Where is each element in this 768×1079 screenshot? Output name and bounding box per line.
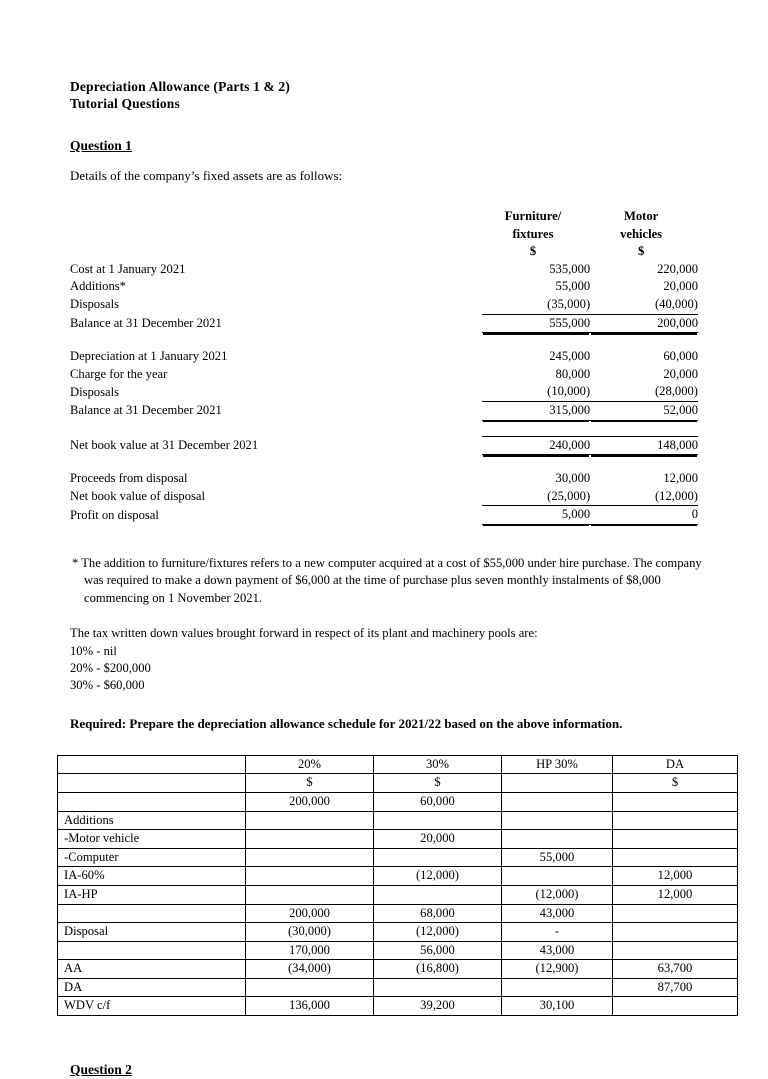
cell-da: 12,000	[613, 867, 738, 886]
table-row	[58, 792, 738, 811]
cell-pool-hp30: (12,000)	[502, 885, 613, 904]
schedule-column-header-row-2	[70, 226, 698, 244]
row-value-motor: 60,000	[663, 349, 698, 364]
row-label: Disposals	[70, 384, 119, 399]
question-2-heading: Question 2	[70, 1062, 132, 1078]
table-row	[58, 923, 738, 942]
row-label	[58, 792, 246, 811]
table-row	[58, 848, 738, 867]
row-label: Cost at 1 January 2021	[70, 261, 186, 276]
cell-pool-30: 56,000	[374, 941, 502, 960]
row-value-furniture: 55,000	[555, 279, 591, 294]
cell-pool-30: 39,200	[374, 997, 502, 1016]
col-header-motor-line2: vehicles	[620, 226, 663, 241]
cell-pool-hp30	[502, 811, 613, 830]
currency-pool-20: $	[246, 774, 374, 793]
header-blank	[58, 755, 246, 774]
depreciation-allowance-table-wrapper	[57, 755, 698, 1016]
cell-pool-30: (12,000)	[374, 923, 502, 942]
cell-pool-hp30: 43,000	[502, 941, 613, 960]
row-value-motor: 220,000	[657, 261, 698, 276]
row-label: WDV c/f	[58, 997, 246, 1016]
cell-pool-30	[374, 811, 502, 830]
question-1-section	[70, 112, 698, 184]
row-value-motor: 200,000	[590, 314, 698, 333]
schedule-row	[70, 278, 698, 296]
cell-da	[613, 941, 738, 960]
row-label: Additions	[58, 811, 246, 830]
schedule-row	[70, 383, 698, 401]
table-row	[58, 830, 738, 849]
row-value-motor: 20,000	[663, 279, 698, 294]
row-label: IA-HP	[58, 885, 246, 904]
cell-da	[613, 848, 738, 867]
row-value-furniture: (10,000)	[482, 383, 590, 401]
currency-symbol-motor: $	[637, 244, 645, 259]
schedule-row	[70, 314, 698, 333]
row-value-furniture: 30,000	[555, 471, 591, 486]
row-value-motor: (40,000)	[590, 296, 698, 314]
schedule-spacer	[70, 455, 698, 471]
document-title	[70, 78, 698, 112]
cell-pool-30: (16,800)	[374, 960, 502, 979]
row-label: IA-60%	[58, 867, 246, 886]
row-label: Balance at 31 December 2021	[70, 316, 222, 331]
row-value-motor: 52,000	[590, 401, 698, 420]
cell-pool-hp30	[502, 978, 613, 997]
row-value-motor: 12,000	[663, 471, 698, 486]
cell-pool-hp30: 30,100	[502, 997, 613, 1016]
cell-pool-30: 20,000	[374, 830, 502, 849]
schedule-row	[70, 366, 698, 384]
schedule-currency-row	[70, 243, 698, 261]
row-value-furniture: 80,000	[555, 366, 591, 381]
table-row	[58, 941, 738, 960]
schedule-row	[70, 436, 698, 455]
cell-pool-20	[246, 867, 374, 886]
row-value-motor: (12,000)	[590, 488, 698, 506]
header-pool-hp30: HP 30%	[502, 755, 613, 774]
pool-line-10: 10% - nil	[70, 643, 117, 658]
col-header-furniture-line2: fixtures	[512, 226, 554, 241]
col-header-motor-line1: Motor	[623, 209, 659, 223]
cell-da	[613, 997, 738, 1016]
table-row	[58, 811, 738, 830]
row-label: Balance at 31 December 2021	[70, 403, 222, 418]
currency-symbol-furniture: $	[529, 244, 537, 259]
row-value-furniture: (25,000)	[482, 488, 590, 506]
question-2-section	[70, 1016, 698, 1079]
cell-pool-hp30	[502, 867, 613, 886]
cell-pool-20: (30,000)	[246, 923, 374, 942]
row-value-motor: 148,000	[590, 436, 698, 455]
col-header-furniture-line1: Furniture/	[504, 209, 562, 223]
depreciation-allowance-table	[57, 755, 738, 1016]
row-value-furniture: 240,000	[482, 436, 590, 455]
currency-blank	[58, 774, 246, 793]
cell-pool-20: 170,000	[246, 941, 374, 960]
schedule-column-header-row-1	[70, 208, 698, 226]
cell-pool-30	[374, 885, 502, 904]
header-da: DA	[613, 755, 738, 774]
cell-da: 12,000	[613, 885, 738, 904]
row-label: Net book value at 31 December 2021	[70, 438, 259, 453]
row-value-motor: 0	[590, 506, 698, 525]
cell-pool-30: (12,000)	[374, 867, 502, 886]
row-value-motor: (28,000)	[590, 383, 698, 401]
cell-pool-20	[246, 848, 374, 867]
table-row	[58, 867, 738, 886]
header-pool-20: 20%	[246, 755, 374, 774]
schedule-row	[70, 401, 698, 420]
cell-pool-hp30	[502, 830, 613, 849]
cell-pool-20: 200,000	[246, 792, 374, 811]
row-label: Proceeds from disposal	[70, 471, 188, 486]
cell-da: 63,700	[613, 960, 738, 979]
row-value-furniture: 245,000	[549, 349, 591, 364]
table-row	[58, 904, 738, 923]
cell-pool-30	[374, 848, 502, 867]
table-row	[58, 885, 738, 904]
row-value-furniture: 315,000	[482, 401, 590, 420]
cell-pool-20	[246, 811, 374, 830]
question-1-heading: Question 1	[70, 138, 132, 153]
row-label: Profit on disposal	[70, 507, 159, 522]
schedule-spacer	[70, 420, 698, 436]
cell-da	[613, 923, 738, 942]
pool-line-30: 30% - $60,000	[70, 678, 145, 693]
pool-notes-intro: The tax written down values brought forward in respect of its plant and machinery pools are:	[70, 626, 538, 641]
question-1-intro: Details of the company’s fixed assets are as follows:	[70, 168, 343, 183]
row-label: Net book value of disposal	[70, 489, 206, 504]
row-label: Depreciation at 1 January 2021	[70, 349, 228, 364]
currency-da: $	[613, 774, 738, 793]
cell-pool-20: (34,000)	[246, 960, 374, 979]
title-line-1: Depreciation Allowance (Parts 1 & 2)	[70, 79, 290, 94]
row-label: Additions*	[70, 279, 126, 294]
row-label: Disposal	[58, 923, 246, 942]
schedule-row	[70, 348, 698, 366]
document-content	[64, 78, 702, 1079]
fixed-assets-schedule	[70, 208, 698, 525]
row-value-furniture: 555,000	[482, 314, 590, 333]
cell-pool-hp30: -	[502, 923, 613, 942]
currency-pool-hp30	[502, 774, 613, 793]
row-label: Disposals	[70, 297, 119, 312]
cell-pool-20: 136,000	[246, 997, 374, 1016]
table-currency-row	[58, 774, 738, 793]
row-label	[58, 904, 246, 923]
row-label: -Computer	[58, 848, 246, 867]
cell-pool-20	[246, 978, 374, 997]
table-row	[58, 978, 738, 997]
table-row	[58, 960, 738, 979]
row-label: AA	[58, 960, 246, 979]
cell-pool-30	[374, 978, 502, 997]
currency-pool-30: $	[374, 774, 502, 793]
row-label	[58, 941, 246, 960]
table-header-row	[58, 755, 738, 774]
cell-pool-20	[246, 885, 374, 904]
required-instruction: Required: Prepare the depreciation allowance schedule for 2021/22 based on the above information.	[70, 715, 623, 731]
cell-pool-20	[246, 830, 374, 849]
row-value-motor: 20,000	[663, 366, 698, 381]
addition-footnote: * The addition to furniture/fixtures refers to a new computer acquired at a cost of $55,000 under hire purchase. The company was required to make a down payment of $6,000 at the time of purchase plus seven monthly instalments of $8,000 commencing on 1 November 2021.	[72, 555, 702, 605]
cell-da	[613, 904, 738, 923]
schedule-row	[70, 506, 698, 525]
row-label: Charge for the year	[70, 366, 168, 381]
cell-da	[613, 792, 738, 811]
row-value-furniture: 5,000	[482, 506, 590, 525]
schedule-row	[70, 488, 698, 506]
cell-pool-hp30: (12,900)	[502, 960, 613, 979]
cell-pool-hp30: 55,000	[502, 848, 613, 867]
cell-pool-30: 68,000	[374, 904, 502, 923]
row-value-furniture: 535,000	[549, 261, 591, 276]
row-label: DA	[58, 978, 246, 997]
cell-pool-hp30: 43,000	[502, 904, 613, 923]
header-pool-30: 30%	[374, 755, 502, 774]
cell-da	[613, 811, 738, 830]
cell-pool-20: 200,000	[246, 904, 374, 923]
table-row	[58, 997, 738, 1016]
row-value-furniture: (35,000)	[482, 296, 590, 314]
schedule-row	[70, 261, 698, 279]
cell-da: 87,700	[613, 978, 738, 997]
cell-pool-30: 60,000	[374, 792, 502, 811]
cell-pool-hp30	[502, 792, 613, 811]
pool-notes	[70, 625, 698, 695]
cell-da	[613, 830, 738, 849]
schedule-spacer	[70, 333, 698, 349]
pool-line-20: 20% - $200,000	[70, 660, 151, 675]
row-label: -Motor vehicle	[58, 830, 246, 849]
title-line-2: Tutorial Questions	[70, 96, 180, 111]
schedule-row	[70, 296, 698, 314]
schedule-row	[70, 470, 698, 488]
